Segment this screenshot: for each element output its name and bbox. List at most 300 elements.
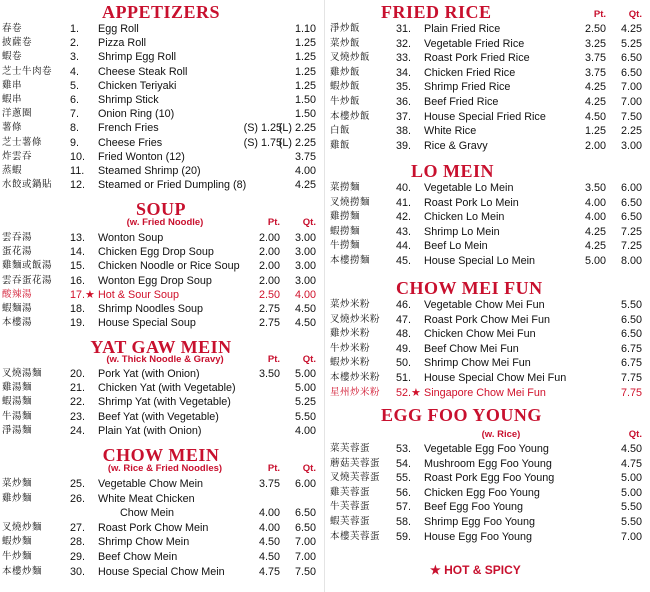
quart-price: 5.00 [294,382,316,395]
item-name: Egg Roll [98,23,139,35]
pint-price: (S) 1.25 [243,122,282,135]
item-number: 37. [396,110,412,123]
item-name: Chicken Chow Mei Fun [424,328,536,341]
menu-item [0,477,322,491]
item-number: 50. [396,357,412,370]
chinese-name: 本樓炒米粉 [330,372,381,383]
yat-gaw-mein-subtitle: (w. Thick Noodle & Gravy) [106,354,224,365]
chinese-name: 菜炒米粉 [330,299,371,310]
menu-item [0,395,322,409]
menu-item [326,342,648,356]
yat-gaw-mein-title: YAT GAW MEIN [90,337,232,357]
quart-price: 1.50 [294,108,316,121]
item-number: 43. [396,225,412,238]
item-name: Beef Chow Mei Fun [424,342,519,355]
pint-price: 4.00 [258,521,280,534]
soup-title: SOUP [135,199,186,219]
pint-price: 4.75 [258,565,280,578]
item-number: 44. [396,240,412,253]
chinese-name: 牛炒飯 [330,96,361,107]
quart-price: 7.75 [620,386,642,399]
pint-price: 4.50 [258,536,280,549]
quart-price: 3.00 [294,274,316,287]
quart-price: 1.25 [294,79,316,92]
item-name: Roast Pork Lo Mein [424,196,519,209]
menu-item [0,136,322,150]
pint-price: 4.25 [584,240,606,253]
chinese-name: 叉燒炒米粉 [330,313,381,325]
menu-item [326,515,648,529]
quart-price: 1.25 [294,65,316,78]
item-name: Shrimp Chow Mei Fun [424,357,531,370]
chinese-name: 蝦撈麵 [330,225,361,237]
chinese-name: 叉燒湯麵 [2,368,43,379]
item-name: Roast Pork Egg Foo Young [424,472,555,485]
item-number: 46. [396,299,412,311]
menu-item [326,298,648,312]
menu-item [326,124,648,138]
chinese-name: 雞飯 [330,139,351,151]
item-number: 48. [396,328,412,341]
menu-item [326,239,648,253]
pint-price: 4.25 [584,225,606,238]
chinese-name: 星州炒米粉 [330,386,381,398]
pint-header: Pt. [593,9,606,20]
item-number: 38. [396,125,412,138]
item-name: Shrimp Egg Roll [98,51,177,64]
menu-item [326,500,648,514]
chinese-name: 蝦串 [2,94,23,105]
menu-item [0,121,322,135]
item-number: 9. [70,136,80,149]
item-name: Wonton Egg Drop Soup [98,274,212,287]
item-name: Plain Fried Rice [424,23,501,35]
item-name: Vegetable Lo Mein [424,182,514,194]
chinese-name: 牛撈麵 [330,240,361,252]
quart-price: 7.00 [620,96,642,108]
chinese-name: 雞麵或飯湯 [2,260,53,272]
item-name: Chicken Egg Drop Soup [98,246,214,259]
pint-header: Pt. [267,354,280,365]
chinese-name: 淨湯麵 [2,424,33,436]
chinese-name: 春卷 [2,23,23,34]
item-name: Chicken Lo Mein [424,211,505,224]
pint-price: 2.00 [258,274,280,287]
quart-price: 5.50 [294,410,316,423]
chinese-name: 薯條 [2,122,23,134]
item-number: 11. [70,165,85,177]
item-number: 51. [396,372,412,384]
chinese-name: 洋蔥圈 [2,108,33,120]
item-number: 47. [396,313,412,326]
item-number: 33. [396,52,412,65]
item-number: 57. [396,501,412,514]
pint-price: 1.25 [584,125,606,138]
item-number: 21. [70,382,86,395]
item-name: Vegetable Egg Foo Young [424,443,549,455]
pint-price: 2.50 [258,288,280,301]
item-name: Cheese Fries [98,136,163,149]
item-name: French Fries [98,122,159,135]
menu-item [326,530,648,544]
lo-mein-title: LO MEIN [411,161,495,181]
quart-price: 6.50 [620,196,642,209]
item-number: 16. [70,274,86,287]
pint-price: 4.50 [258,551,280,563]
menu-item [0,245,322,259]
menu-item [0,381,322,395]
chinese-name: 菜芙蓉蛋 [330,443,371,454]
pint-price: 2.00 [258,260,280,273]
menu-item [0,274,322,288]
menu-item [0,231,322,245]
pint-price: 3.75 [258,478,280,490]
quart-price: 4.50 [294,317,316,330]
quart-price: 5.50 [620,501,642,514]
chinese-name: 菜撈麵 [330,182,361,193]
menu-item [0,36,322,50]
pint-price: 4.25 [584,96,606,108]
quart-price: 6.00 [620,182,642,194]
item-number: 26. [70,492,86,505]
item-name: Chicken Noodle or Rice Soup [98,260,240,273]
menu-item [0,150,322,164]
chinese-name: 叉燒炒麵 [2,521,43,533]
item-number: 45. [396,255,412,267]
item-number: 28. [70,536,86,549]
quart-header: Qt. [302,217,316,228]
item-number: 19. [70,317,86,330]
menu-item [0,288,322,302]
pint-price: 4.00 [584,211,606,224]
item-number: 27. [70,521,86,534]
item-name: Shrimp Noodles Soup [98,303,204,315]
quart-price: 3.75 [294,150,316,163]
menu-item [0,316,322,330]
item-number: 31. [396,23,412,35]
chinese-name: 芝士牛肉卷 [2,65,53,77]
chinese-name: 牛炒麵 [2,551,33,562]
chinese-name: 蝦炒米粉 [330,357,371,369]
item-number: 54. [396,457,412,470]
quart-price: 4.00 [294,288,316,301]
item-number: 6. [70,94,80,106]
quart-header: Qt. [302,354,316,365]
chinese-name: 蝦芙蓉蛋 [330,516,371,527]
item-name: Shrimp Lo Mein [424,225,500,238]
quart-price: (L) 2.25 [278,136,316,149]
quart-price: 6.50 [620,66,642,79]
item-number: 1. [70,23,80,35]
chow-mei-fun-title: CHOW MEI FUN [396,278,543,298]
menu-item [0,22,322,36]
chinese-name: 蛋花湯 [2,246,33,258]
menu-item [326,457,648,471]
chinese-name: 雞炒米粉 [330,328,371,340]
quart-price: 4.50 [294,303,316,315]
quart-price: 6.00 [294,478,316,490]
chinese-name: 本樓撈麵 [330,255,371,266]
item-name: Chicken Fried Rice [424,66,516,79]
quart-price: 7.00 [620,530,642,543]
item-number: 30. [70,565,86,578]
item-name: Beef Egg Foo Young [424,501,524,514]
item-name: Chicken Egg Foo Young [424,486,540,499]
quart-price: 7.50 [294,565,316,578]
chinese-name: 白飯 [330,125,351,137]
menu-item [0,50,322,64]
egg-foo-young-title: EGG FOO YOUNG [381,405,542,425]
chinese-name: 菜炒麵 [2,478,33,489]
menu-item [0,79,322,93]
quart-price: 5.25 [620,37,642,50]
menu-item [326,486,648,500]
chow-mein-title: CHOW MEIN [102,445,220,465]
item-name: House Special Chow Mein [98,565,225,578]
chinese-name: 芝士薯條 [2,136,43,148]
quart-price: 5.00 [620,472,642,485]
item-number: 42. [396,211,412,224]
quart-price: (L) 2.25 [278,122,316,135]
quart-price: 6.75 [620,342,642,355]
pint-price: 4.25 [584,81,606,94]
menu-item [326,95,648,109]
item-number: 40. [396,182,412,194]
item-number: 41. [396,196,412,209]
item-number: 52.★ [396,386,421,399]
item-name: Roast Pork Chow Mei Fun [424,313,551,326]
quart-price: 1.50 [294,94,316,106]
quart-header: Qt. [302,463,316,474]
item-name: Roast Pork Chow Mein [98,521,209,534]
quart-price: 3.00 [620,139,642,152]
chinese-name: 叉燒撈麵 [330,196,371,208]
item-number: 10. [70,150,86,163]
quart-price: 7.50 [620,110,642,123]
quart-price: 6.50 [620,313,642,326]
pint-header: Pt. [267,217,280,228]
chinese-name: 炸雲吞 [2,150,33,162]
egg-foo-young-subtitle: (w. Rice) [481,429,521,440]
pint-price: 2.00 [258,246,280,259]
chinese-name: 蝦炒麵 [2,536,33,548]
item-name: Vegetable Fried Rice [424,37,525,50]
quart-price: 4.00 [294,165,316,177]
menu-item [0,259,322,273]
item-number: 17.★ [70,288,95,301]
quart-price: 6.50 [620,52,642,65]
item-number: 59. [396,530,412,543]
item-name: Steamed or Fried Dumpling (8) [98,179,247,192]
pint-price: 4.00 [584,196,606,209]
chinese-name: 蝦炒飯 [330,81,361,93]
pint-price: 3.75 [584,52,606,65]
item-number: 22. [70,396,86,409]
item-number: 34. [396,66,412,79]
item-name: Cheese Steak Roll [98,65,188,78]
quart-price: 4.75 [620,457,642,470]
menu-item [0,550,322,564]
item-name: Chow Mein [120,507,175,520]
menu-item [326,442,648,456]
quart-price: 3.00 [294,232,316,244]
quart-price: 1.25 [294,51,316,64]
item-number: 25. [70,478,86,490]
quart-price: 6.50 [294,521,316,534]
chinese-name: 牛湯麵 [2,410,33,422]
item-name: Steamed Shrimp (20) [98,165,201,177]
item-number: 2. [70,37,80,50]
quart-price: 7.00 [294,536,316,549]
quart-price: 7.25 [620,225,642,238]
item-number: 36. [396,96,412,108]
chinese-name: 酸辣湯 [2,288,33,300]
quart-price: 5.25 [294,396,316,409]
chinese-name: 蝦麵湯 [2,303,33,314]
menu-item [0,178,322,192]
chinese-name: 雞湯麵 [2,382,33,394]
quart-price: 6.50 [620,328,642,341]
chinese-name: 雞芙蓉蛋 [330,486,371,498]
item-number: 5. [70,79,80,92]
menu-item [0,565,322,579]
quart-price: 1.25 [294,37,316,50]
chinese-name: 本樓芙蓉蛋 [330,530,381,542]
item-number: 8. [70,122,80,135]
menu-item [326,139,648,153]
chinese-name: 雞炒麵 [2,492,33,504]
chinese-name: 雲吞蛋花湯 [2,274,53,286]
quart-price: 5.00 [620,486,642,499]
chinese-name: 菜炒飯 [330,37,361,49]
item-name: Chicken Yat (with Vegetable) [98,382,236,395]
item-name: Wonton Soup [98,232,164,244]
pint-price: 3.50 [584,182,606,194]
item-number: 39. [396,139,412,152]
fried-rice-title: FRIED RICE [381,2,492,22]
quart-price: 2.25 [620,125,642,138]
menu-item [0,93,322,107]
item-name: Hot & Sour Soup [98,288,180,301]
pint-price: 2.50 [584,23,606,35]
item-name: Shrimp Egg Foo Young [424,516,536,528]
item-name: Onion Ring (10) [98,108,175,121]
quart-price: 7.00 [294,551,316,563]
item-name: Shrimp Stick [98,94,159,106]
item-number: 58. [396,516,412,528]
pint-price: 2.75 [258,317,280,330]
item-name: Shrimp Yat (with Vegetable) [98,396,231,409]
chinese-name: 雲吞湯 [2,232,33,243]
item-name: Vegetable Chow Mein [98,478,204,490]
pint-price: 3.75 [584,66,606,79]
soup-subtitle: (w. Fried Noodle) [126,217,204,228]
quart-price: 4.25 [620,23,642,35]
chinese-name: 雞串 [2,79,23,91]
menu-item [0,506,322,520]
chinese-name: 蒸蝦 [2,165,23,176]
chinese-name: 雞撈麵 [330,211,361,223]
chinese-name: 叉燒炒飯 [330,52,371,64]
hot-spicy-legend: ★ HOT & SPICY [430,563,521,577]
appetizers-title: APPETIZERS [101,2,221,22]
item-number: 35. [396,81,412,94]
quart-price: 6.50 [294,507,316,520]
item-name: Fried Wonton (12) [98,150,185,163]
item-name: White Meat Chicken [98,492,195,505]
menu-item [326,51,648,65]
menu-item [0,492,322,506]
menu-item [326,254,648,268]
item-name: House Special Chow Mei Fun [424,372,567,384]
item-number: 29. [70,551,86,563]
chinese-name: 雞炒飯 [330,66,361,78]
chinese-name: 水餃或鍋貼 [2,179,53,191]
chow-mein-subtitle: (w. Rice & Fried Noodles) [107,463,223,474]
pint-price: 2.00 [584,139,606,152]
pint-header: Pt. [267,463,280,474]
item-name: Roast Pork Fried Rice [424,52,530,65]
menu-item [0,65,322,79]
item-name: Beef Fried Rice [424,96,499,108]
item-number: 4. [70,65,80,78]
chinese-name: 本樓炒飯 [330,110,371,122]
item-number: 20. [70,368,86,380]
item-name: Beef Yat (with Vegetable) [98,410,219,423]
chinese-name: 蝦卷 [2,51,23,63]
pint-price: 2.75 [258,303,280,315]
item-number: 7. [70,108,80,121]
quart-price: 5.00 [294,368,316,380]
menu-item [326,37,648,51]
column-divider [324,0,325,592]
chinese-name: 淨炒飯 [330,23,361,34]
menu-item [326,371,648,385]
item-name: Chicken Teriyaki [98,79,177,92]
item-number: 3. [70,51,80,64]
menu-item [326,110,648,124]
menu-item [326,356,648,370]
menu-item [0,164,322,178]
quart-price: 7.75 [620,372,642,384]
menu-item [326,66,648,80]
item-name: House Special Soup [98,317,196,330]
item-name: Beef Chow Mein [98,551,178,563]
menu-item [326,313,648,327]
menu-item [326,80,648,94]
menu-item [326,386,648,400]
quart-price: 4.50 [620,443,642,455]
item-number: 53. [396,443,412,455]
menu-item [0,424,322,438]
quart-header: Qt. [628,9,642,20]
quart-price: 6.50 [620,211,642,224]
item-number: 56. [396,486,412,499]
quart-price: 6.75 [620,357,642,370]
item-number: 13. [70,232,86,244]
item-name: House Special Lo Mein [424,255,536,267]
menu-item [326,225,648,239]
quart-price: 8.00 [620,255,642,267]
quart-price: 3.00 [294,246,316,259]
quart-price: 4.00 [294,424,316,437]
menu-item [0,302,322,316]
menu-item [326,471,648,485]
chinese-name: 叉燒芙蓉蛋 [330,472,381,484]
quart-price: 7.25 [620,240,642,253]
pint-price: 4.00 [258,507,280,520]
menu-item [0,107,322,121]
